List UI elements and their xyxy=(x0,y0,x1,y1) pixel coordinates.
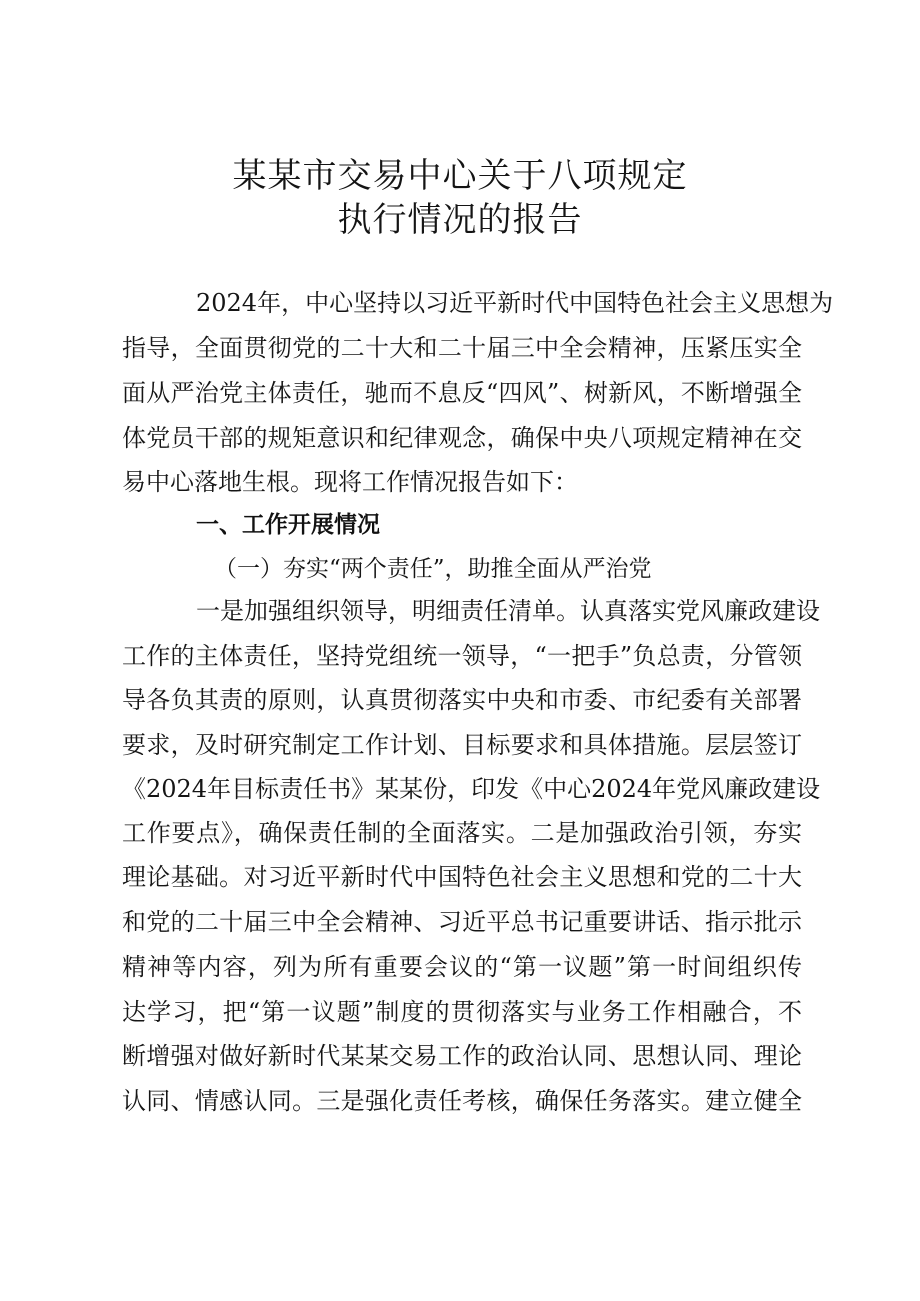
intro-line: 指导，全面贯彻党的二十大和二十届三中全会精神，压紧压实全 xyxy=(122,334,802,362)
body-line: 工作的主体责任，坚持党组统一领导，“一把手”负总责，分管领 xyxy=(122,642,802,670)
subsection-heading: （一）夯实“两个责任”，助推全面从严治党 xyxy=(214,556,652,582)
body-line: 和党的二十届三中全会精神、习近平总书记重要讲话、指示批示 xyxy=(122,908,802,936)
intro-line: 面从严治党主体责任，驰而不息反“四风”、树新风，不断增强全 xyxy=(122,379,802,407)
section-heading: 一、工作开展情况 xyxy=(196,512,380,538)
intro-line: 体党员干部的规矩意识和纪律观念，确保中央八项规定精神在交 xyxy=(122,424,802,452)
body-line: 要求，及时研究制定工作计划、目标要求和具体措施。层层签订 xyxy=(122,731,802,759)
body-line: 理论基础。对习近平新时代中国特色社会主义思想和党的二十大 xyxy=(122,863,802,891)
body-line: 工作要点》，确保责任制的全面落实。二是加强政治引领，夯实 xyxy=(122,819,802,847)
body-line: 达学习，把“第一议题”制度的贯彻落实与业务工作相融合，不 xyxy=(122,998,802,1026)
intro-line: 易中心落地生根。现将工作情况报告如下： xyxy=(122,468,578,496)
document-title-line-1: 某某市交易中心关于八项规定 xyxy=(232,156,688,196)
body-line: 精神等内容，列为所有重要会议的“第一议题”第一时间组织传 xyxy=(122,953,802,981)
intro-line: 2024年，中心坚持以习近平新时代中国特色社会主义思想为 xyxy=(196,289,834,317)
body-line: 《2024年目标责任书》某某份，印发《中心2024年党风廉政建设 xyxy=(122,775,821,803)
body-line: 导各负其责的原则，认真贯彻落实中央和市委、市纪委有关部署 xyxy=(122,686,802,714)
body-line: 断增强对做好新时代某某交易工作的政治认同、思想认同、理论 xyxy=(122,1042,802,1070)
body-line: 一是加强组织领导，明细责任清单。认真落实党风廉政建设 xyxy=(196,597,820,625)
body-line: 认同、情感认同。三是强化责任考核，确保任务落实。建立健全 xyxy=(122,1087,802,1115)
document-title-line-2: 执行情况的报告 xyxy=(337,200,583,240)
